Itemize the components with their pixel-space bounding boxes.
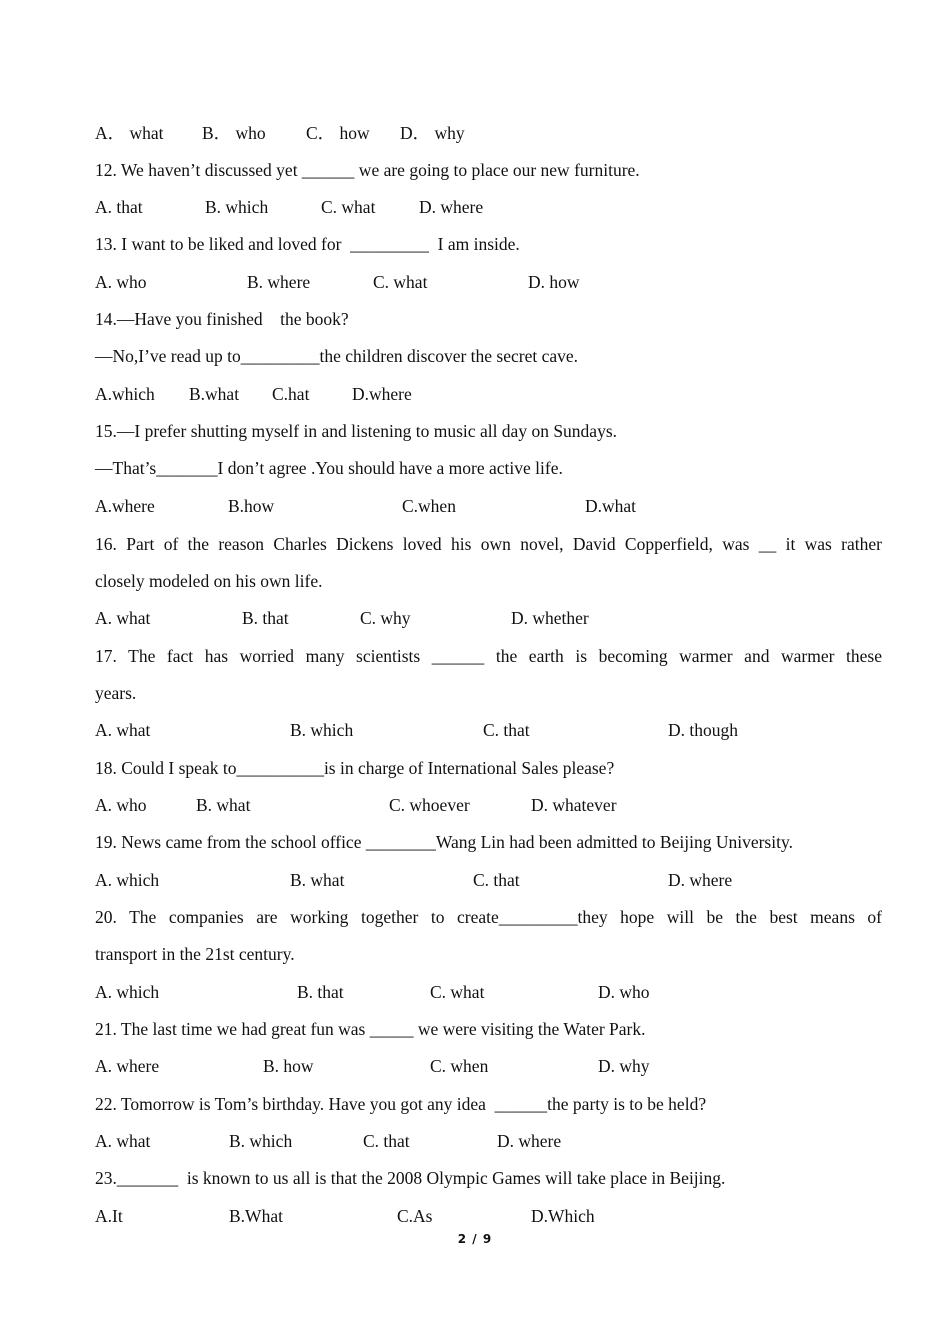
option-q11-b: B． who	[202, 123, 266, 143]
option-q16-b: B. that	[242, 608, 289, 628]
option-q20-a: A. which	[95, 982, 160, 1002]
option-q22-d: D. where	[497, 1131, 562, 1151]
option-q17-a: A. what	[95, 720, 151, 740]
option-q23-d: D.Which	[531, 1206, 595, 1226]
question-15: 15.—I prefer shutting myself in and listening to music all day on Sundays.	[95, 421, 618, 441]
option-q14-b: B.what	[189, 384, 240, 404]
option-q14-a: A.which	[95, 384, 155, 404]
option-q23-b: B.What	[229, 1206, 283, 1226]
option-q19-d: D. where	[668, 870, 733, 890]
option-q20-b: B. that	[297, 982, 344, 1002]
option-q21-d: D. why	[598, 1056, 650, 1076]
question-17-cont: years.	[95, 683, 137, 703]
option-q17-b: B. which	[290, 720, 354, 740]
question-16: 16. Part of the reason Charles Dickens loved his own novel, David Copperfield, was __ it was rather	[95, 534, 882, 554]
option-q12-d: D. where	[419, 197, 484, 217]
question-20: 20. The companies are working together to create_________they hope will be the best means of	[95, 907, 882, 927]
option-q22-c: C. that	[363, 1131, 410, 1151]
option-q14-c: C.hat	[272, 384, 310, 404]
option-q12-a: A. that	[95, 197, 143, 217]
option-q13-c: C. what	[373, 272, 428, 292]
question-17: 17. The fact has worried many scientists ______ the earth is becoming warmer and warmer these	[95, 646, 882, 666]
option-q13-b: B. where	[247, 272, 311, 292]
question-14: 14.—Have you finished the book?	[95, 309, 349, 329]
option-q11-c: C． how	[306, 123, 370, 143]
question-13: 13. I want to be liked and loved for _________ I am inside.	[95, 234, 520, 254]
option-q17-c: C. that	[483, 720, 530, 740]
question-23: 23._______ is known to us all is that the 2008 Olympic Games will take place in Beijing.	[95, 1168, 726, 1188]
option-q23-c: C.As	[397, 1206, 433, 1226]
option-q14-d: D.where	[352, 384, 412, 404]
option-q20-c: C. what	[430, 982, 485, 1002]
question-19: 19. News came from the school office ________Wang Lin had been admitted to Beijing University.	[95, 832, 793, 852]
question-16-cont: closely modeled on his own life.	[95, 571, 323, 591]
option-q21-b: B. how	[263, 1056, 314, 1076]
option-q23-a: A.It	[95, 1206, 123, 1226]
option-q19-b: B. what	[290, 870, 345, 890]
option-q16-c: C. why	[360, 608, 411, 628]
option-q20-d: D. who	[598, 982, 650, 1002]
question-18: 18. Could I speak to__________is in charge of International Sales please?	[95, 758, 615, 778]
option-q15-a: A.where	[95, 496, 155, 516]
option-q18-a: A. who	[95, 795, 147, 815]
option-q13-d: D. how	[528, 272, 580, 292]
option-q17-d: D. though	[668, 720, 738, 740]
option-q12-b: B. which	[205, 197, 269, 217]
question-15-reply: —That’s_______I don’t agree .You should have a more active life.	[95, 458, 563, 478]
option-q16-d: D. whether	[511, 608, 589, 628]
question-12: 12. We haven’t discussed yet ______ we are going to place our new furniture.	[95, 160, 640, 180]
question-22: 22. Tomorrow is Tom’s birthday. Have you got any idea ______the party is to be held?	[95, 1094, 707, 1114]
question-20-cont: transport in the 21st century.	[95, 944, 295, 964]
option-q22-b: B. which	[229, 1131, 293, 1151]
question-14-reply: —No,I’ve read up to_________the children discover the secret cave.	[95, 346, 579, 366]
option-q21-a: A. where	[95, 1056, 160, 1076]
question-21: 21. The last time we had great fun was _____ we were visiting the Water Park.	[95, 1019, 646, 1039]
option-q12-c: C. what	[321, 197, 376, 217]
page-number: 2 / 9	[457, 1232, 493, 1246]
option-q15-c: C.when	[402, 496, 456, 516]
option-q18-b: B. what	[196, 795, 251, 815]
option-q15-d: D.what	[585, 496, 637, 516]
option-q15-b: B.how	[228, 496, 275, 516]
option-q16-a: A. what	[95, 608, 151, 628]
option-q18-c: C. whoever	[389, 795, 470, 815]
option-q18-d: D. whatever	[531, 795, 617, 815]
option-q13-a: A. who	[95, 272, 147, 292]
option-q22-a: A. what	[95, 1131, 151, 1151]
option-q21-c: C. when	[430, 1056, 489, 1076]
option-q19-a: A. which	[95, 870, 160, 890]
option-q11-d: D． why	[400, 123, 465, 143]
option-q19-c: C. that	[473, 870, 520, 890]
option-q11-a: A． what	[95, 123, 164, 143]
